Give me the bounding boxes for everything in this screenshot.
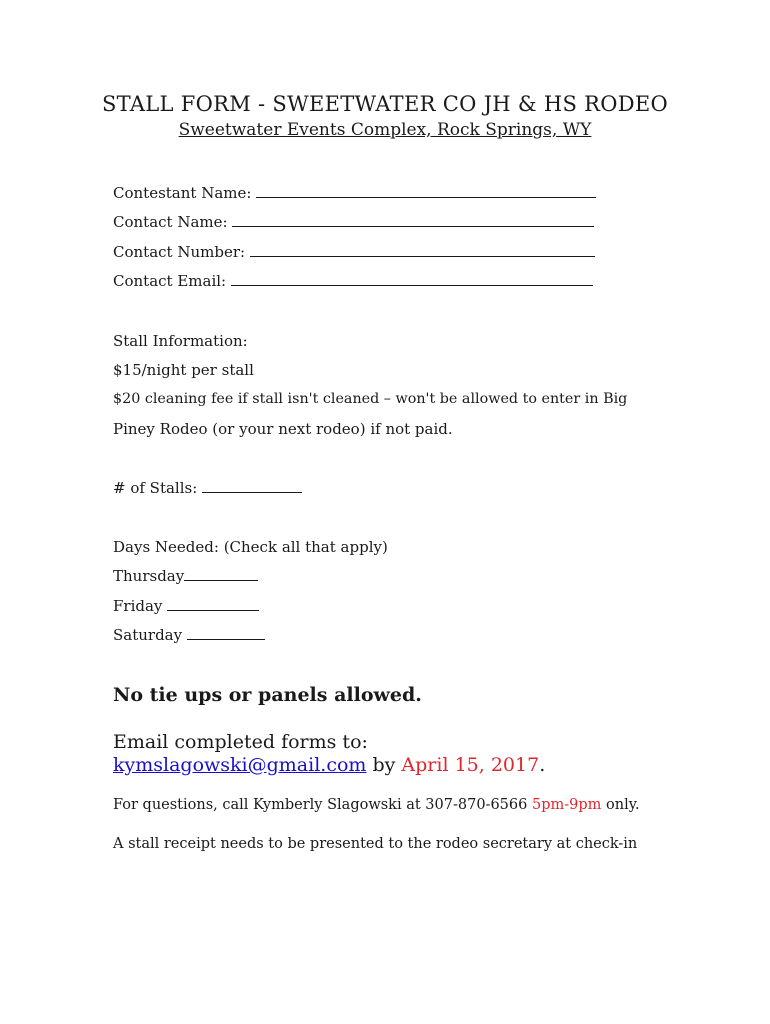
contestant-name-row	[113, 184, 596, 202]
day-row-thursday	[113, 567, 258, 585]
day-label-saturday: Saturday	[113, 626, 183, 644]
questions-suffix: only.	[606, 797, 640, 813]
form-subtitle: Sweetwater Events Complex, Rock Springs, WY	[178, 120, 592, 140]
stall-info-heading: Stall Information:	[113, 332, 248, 350]
no-tie-ups-notice: No tie ups or panels allowed.	[113, 684, 422, 706]
stalls-field[interactable]	[202, 480, 302, 493]
questions-hours: 5pm-9pm	[531, 797, 602, 813]
stall-price: $15/night per stall	[113, 361, 254, 379]
contact-name-label: Contact Name:	[113, 213, 228, 231]
contact-email-row	[113, 272, 593, 290]
day-field-friday[interactable]	[167, 598, 259, 611]
form-title: STALL FORM - SWEETWATER CO JH & HS RODEO	[101, 92, 669, 116]
contestant-name-field[interactable]	[256, 185, 596, 198]
day-label-thursday: Thursday	[113, 567, 185, 585]
deadline-date: April 15, 2017	[401, 754, 540, 776]
cleaning-fee-line1: $20 cleaning fee if stall isn't cleaned – won't be allowed to enter in Big	[113, 391, 628, 407]
day-row-saturday	[113, 626, 265, 644]
day-label-friday: Friday	[113, 597, 163, 615]
day-row-friday	[113, 597, 259, 615]
receipt-note: A stall receipt needs to be presented to the rodeo secretary at check-in	[113, 836, 638, 852]
email-instructions: Email completed forms to:	[113, 731, 368, 753]
contestant-name-label: Contestant Name:	[113, 184, 252, 202]
contact-number-field[interactable]	[250, 244, 595, 257]
email-line	[113, 754, 545, 776]
contact-number-row	[113, 243, 595, 261]
stalls-label: # of Stalls:	[113, 479, 198, 497]
contact-number-label: Contact Number:	[113, 243, 246, 261]
contact-name-field[interactable]	[232, 214, 594, 227]
deadline-period: .	[539, 754, 546, 776]
days-heading: Days Needed: (Check all that apply)	[113, 538, 388, 556]
stalls-row	[113, 479, 302, 497]
email-by: by	[372, 754, 396, 776]
email-link[interactable]: kymslagowski@gmail.com	[113, 754, 367, 776]
day-field-saturday[interactable]	[187, 627, 265, 640]
cleaning-fee-line2: Piney Rodeo (or your next rodeo) if not paid.	[113, 420, 453, 438]
day-field-thursday[interactable]	[184, 568, 258, 581]
questions-text: For questions, call Kymberly Slagowski at 307-870-6566	[113, 797, 528, 813]
contact-email-label: Contact Email:	[113, 272, 227, 290]
contact-name-row	[113, 213, 594, 231]
questions-line	[113, 797, 640, 813]
contact-email-field[interactable]	[231, 273, 593, 286]
